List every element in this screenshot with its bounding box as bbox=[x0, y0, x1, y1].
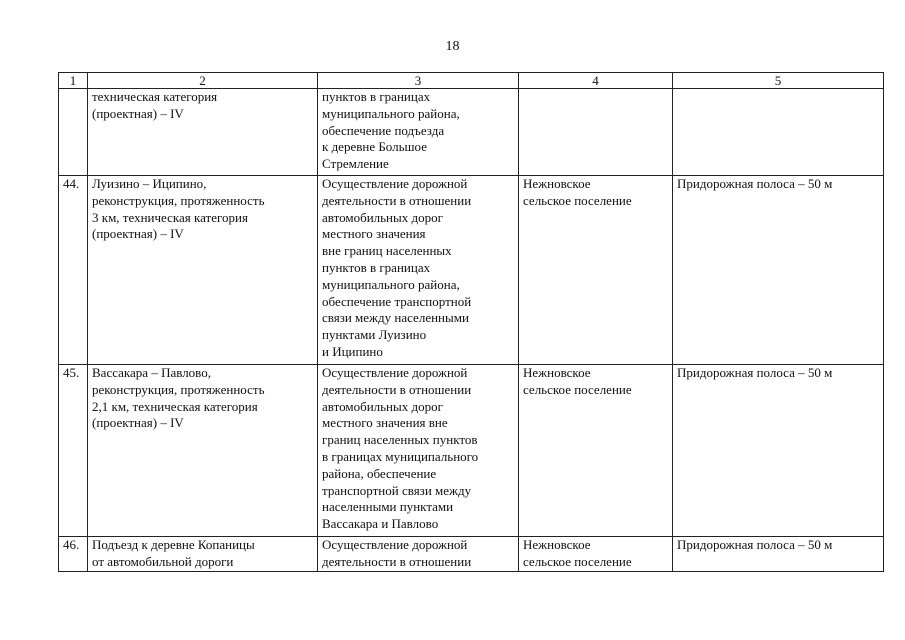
row-number bbox=[59, 89, 88, 176]
object-location bbox=[519, 89, 673, 176]
object-purpose: пунктов в границах муниципального района, обеспечение подъезда к деревне Большое Стремление bbox=[318, 89, 519, 176]
header-col-3: 3 bbox=[318, 73, 519, 89]
row-number: 45. bbox=[59, 365, 88, 537]
object-name: техническая категория (проектная) – IV bbox=[88, 89, 318, 176]
object-purpose: Осуществление дорожной деятельности в отношении автомобильных дорог местного значения вне границ населенных пунктов в границах муниципального района, обеспечение транспортной связи между населенными пунктами Луизино и Иципино bbox=[318, 176, 519, 365]
table-header bbox=[59, 73, 884, 89]
table-row bbox=[59, 176, 884, 365]
object-zone bbox=[673, 89, 884, 176]
object-zone: Придорожная полоса – 50 м bbox=[673, 176, 884, 365]
header-row bbox=[59, 73, 884, 89]
page-number: 18 bbox=[445, 39, 460, 54]
object-purpose: Осуществление дорожной деятельности в отношении bbox=[318, 537, 519, 572]
header-col-2: 2 bbox=[88, 73, 318, 89]
object-name: Луизино – Иципино, реконструкция, протяженность 3 км, техническая категория (проектная) – IV bbox=[88, 176, 318, 365]
header-col-4: 4 bbox=[519, 73, 673, 89]
object-zone: Придорожная полоса – 50 м bbox=[673, 365, 884, 537]
object-zone: Придорожная полоса – 50 м bbox=[673, 537, 884, 572]
header-col-1: 1 bbox=[59, 73, 88, 89]
row-number: 44. bbox=[59, 176, 88, 365]
table-row bbox=[59, 537, 884, 572]
header-col-5: 5 bbox=[673, 73, 884, 89]
object-purpose: Осуществление дорожной деятельности в отношении автомобильных дорог местного значения вне границ населенных пунктов в границах муниципального района, обеспечение транспортной связи между населенными пунктами Вассакара и Павлово bbox=[318, 365, 519, 537]
table-row bbox=[59, 89, 884, 176]
table-row bbox=[59, 365, 884, 537]
table-body bbox=[59, 89, 884, 572]
object-name: Подъезд к деревне Копаницы от автомобильной дороги bbox=[88, 537, 318, 572]
road-objects-table bbox=[58, 72, 884, 572]
object-name: Вассакара – Павлово, реконструкция, протяженность 2,1 км, техническая категория (проектная) – IV bbox=[88, 365, 318, 537]
row-number: 46. bbox=[59, 537, 88, 572]
object-location: Нежновское сельское поселение bbox=[519, 176, 673, 365]
object-location: Нежновское сельское поселение bbox=[519, 537, 673, 572]
object-location: Нежновское сельское поселение bbox=[519, 365, 673, 537]
